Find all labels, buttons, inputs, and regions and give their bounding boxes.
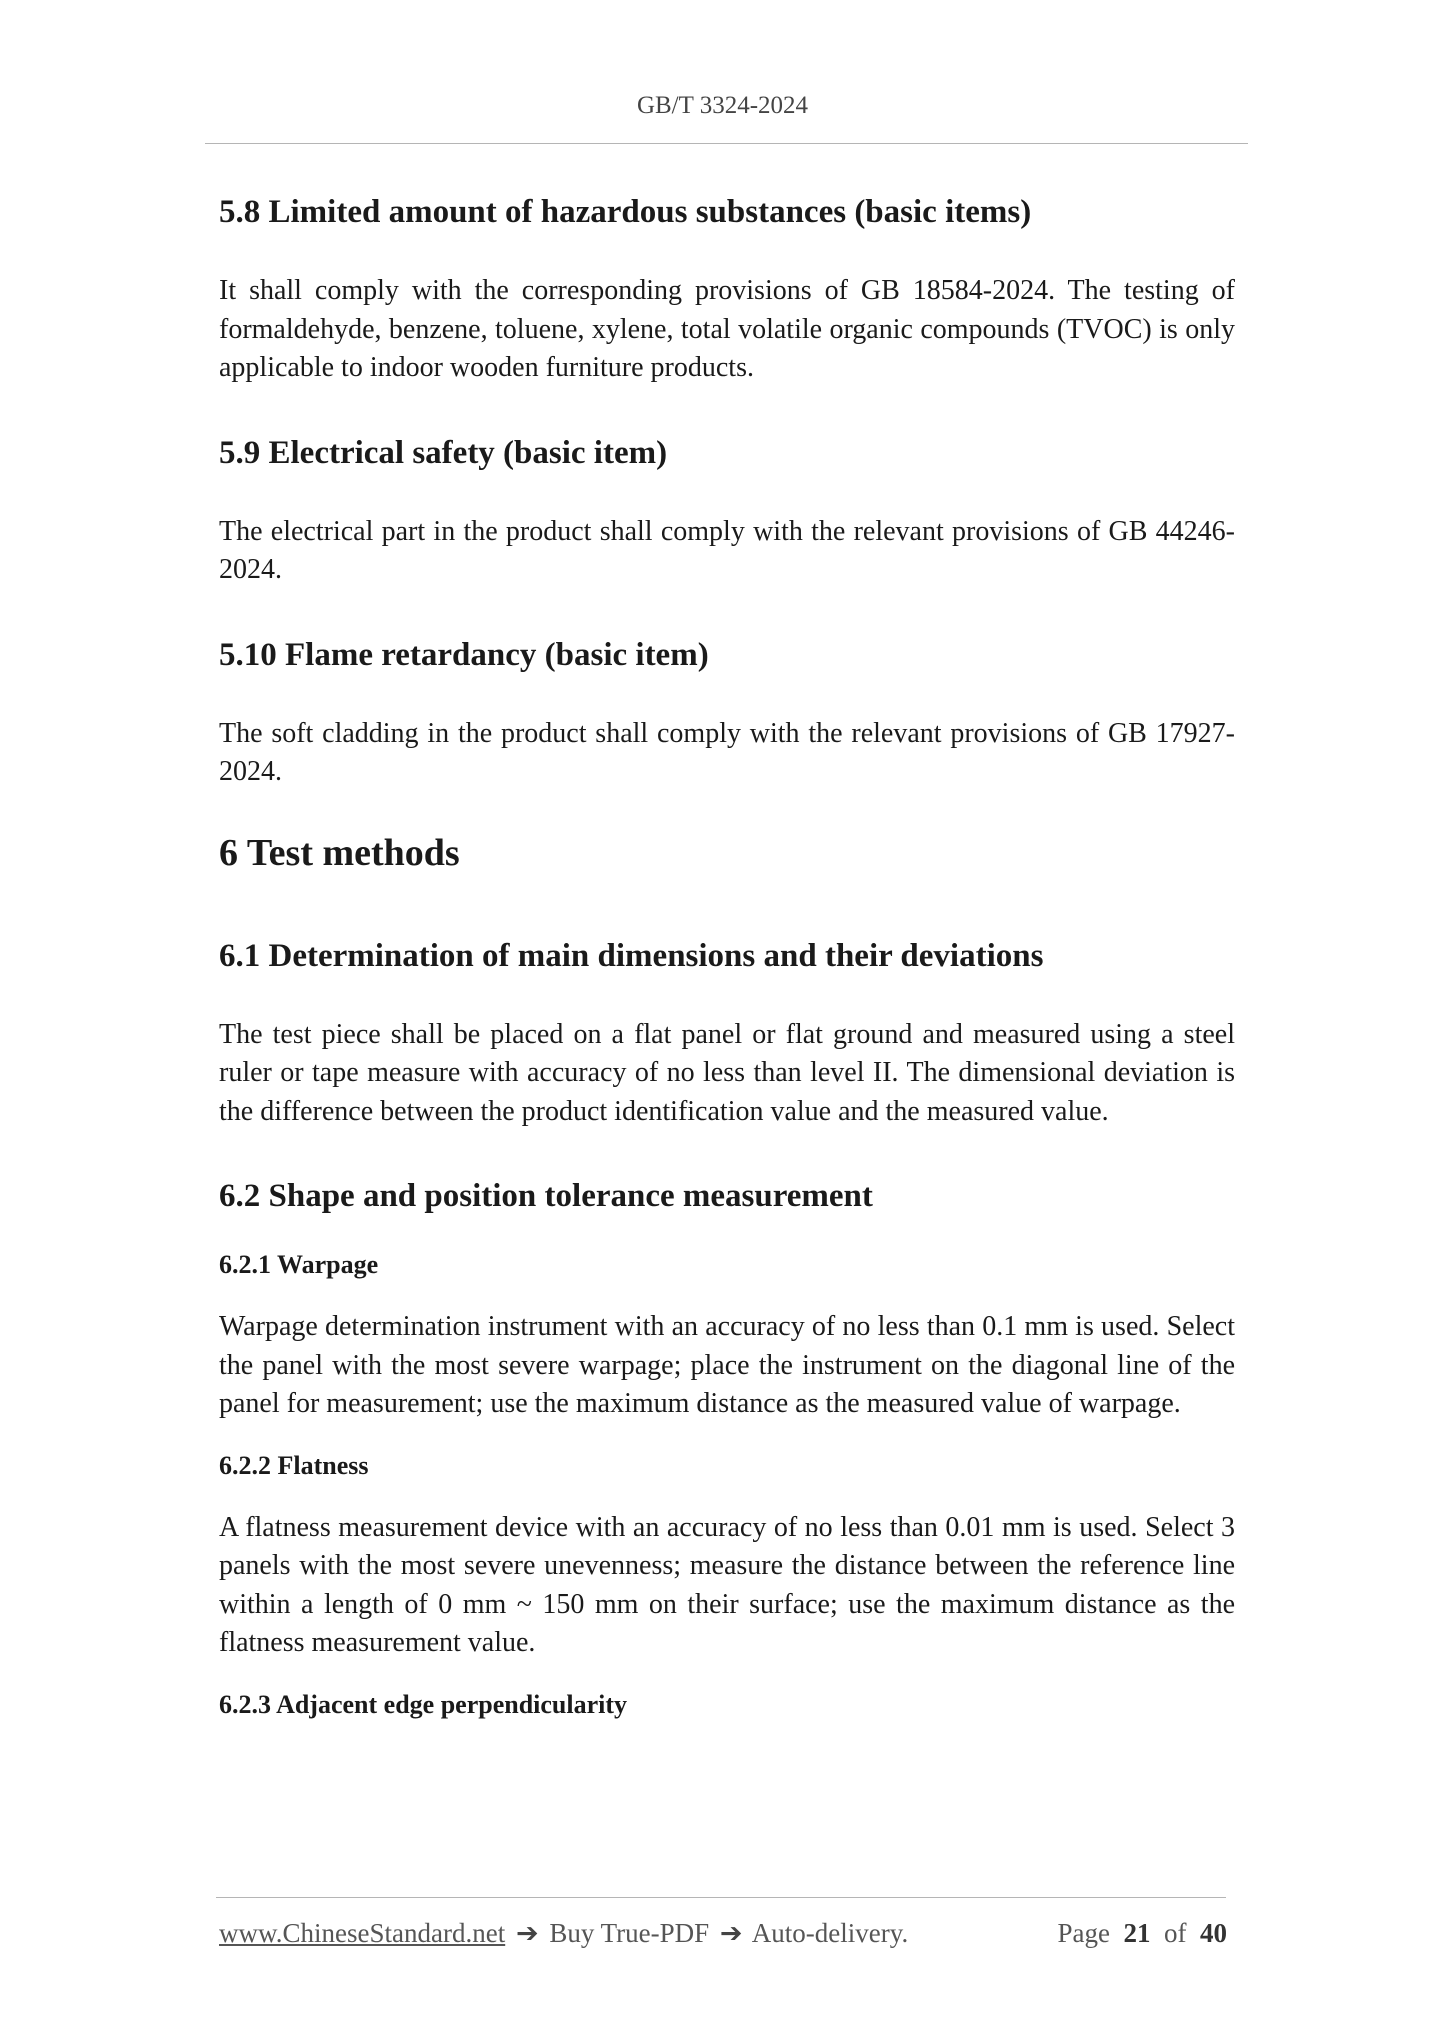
arrow-right-icon: ➔ [719, 1918, 743, 1948]
heading-6-2-1: 6.2.1 Warpage [219, 1250, 379, 1279]
paragraph-5-10: The soft cladding in the product shall comply with the relevant provisions of GB 17927-2024. [219, 717, 1235, 787]
page-header: GB/T 3324-2024 [636, 92, 809, 119]
footer-divider [216, 1897, 1226, 1898]
paragraph-6-2-1: Warpage determination instrument with an accuracy of no less than 0.1 mm is used. Select the panel with the most severe warpage; place the instrument on the diagonal line of the panel for measurement; use the maximum distance as the measured value of warpage. [219, 1311, 1235, 1419]
page-label: Page [1057, 1918, 1110, 1948]
page-footer [219, 1915, 1227, 1951]
page-number: 21 [1123, 1918, 1151, 1948]
heading-6-2: 6.2 Shape and position tolerance measurement [219, 1178, 873, 1214]
paragraph-5-8: It shall comply with the corresponding provisions of GB 18584-2024. The testing of formaldehyde, benzene, toluene, xylene, total volatile organic compounds (TVOC) is only applicable to indoor wooden furniture products. [219, 275, 1235, 383]
paragraph-6-2-2: A flatness measurement device with an accuracy of no less than 0.01 mm is used. Select 3 panels with the most severe unevenness; measure the distance between the reference line within a length of 0 mm ~ 150 mm on their surface; use the maximum distance as the flatness measurement value. [219, 1511, 1235, 1658]
heading-5-9: 5.9 Electrical safety (basic item) [219, 434, 668, 471]
header-divider [205, 143, 1248, 144]
heading-6: 6 Test methods [219, 831, 460, 874]
heading-5-10: 5.10 Flame retardancy (basic item) [219, 636, 709, 673]
heading-6-2-3: 6.2.3 Adjacent edge perpendicularity [219, 1689, 628, 1719]
paragraph-6-1: The test piece shall be placed on a flat panel or flat ground and measured using a steel ruler or tape measure with accuracy of no less than level II. The dimensional deviation is the difference between the product identification value and the measured value. [219, 1018, 1235, 1127]
heading-6-2-2: 6.2.2 Flatness [219, 1450, 369, 1480]
document-body [219, 190, 1235, 1723]
paragraph-5-9: The electrical part in the product shall comply with the relevant provisions of GB 44246-2024. [219, 515, 1235, 585]
heading-5-8: 5.8 Limited amount of hazardous substances (basic items) [219, 194, 1032, 230]
website-link[interactable]: www.ChineseStandard.net [219, 1918, 506, 1948]
arrow-right-icon: ➔ [515, 1918, 539, 1948]
buy-true-pdf-text: Buy True-PDF [549, 1918, 710, 1948]
auto-delivery-text: Auto-delivery. [751, 1918, 909, 1948]
heading-6-1: 6.1 Determination of main dimensions and their deviations [219, 937, 1044, 974]
page-indicator [1058, 1915, 1227, 1951]
page-total: 40 [1200, 1918, 1227, 1948]
of-label: of [1164, 1918, 1187, 1948]
